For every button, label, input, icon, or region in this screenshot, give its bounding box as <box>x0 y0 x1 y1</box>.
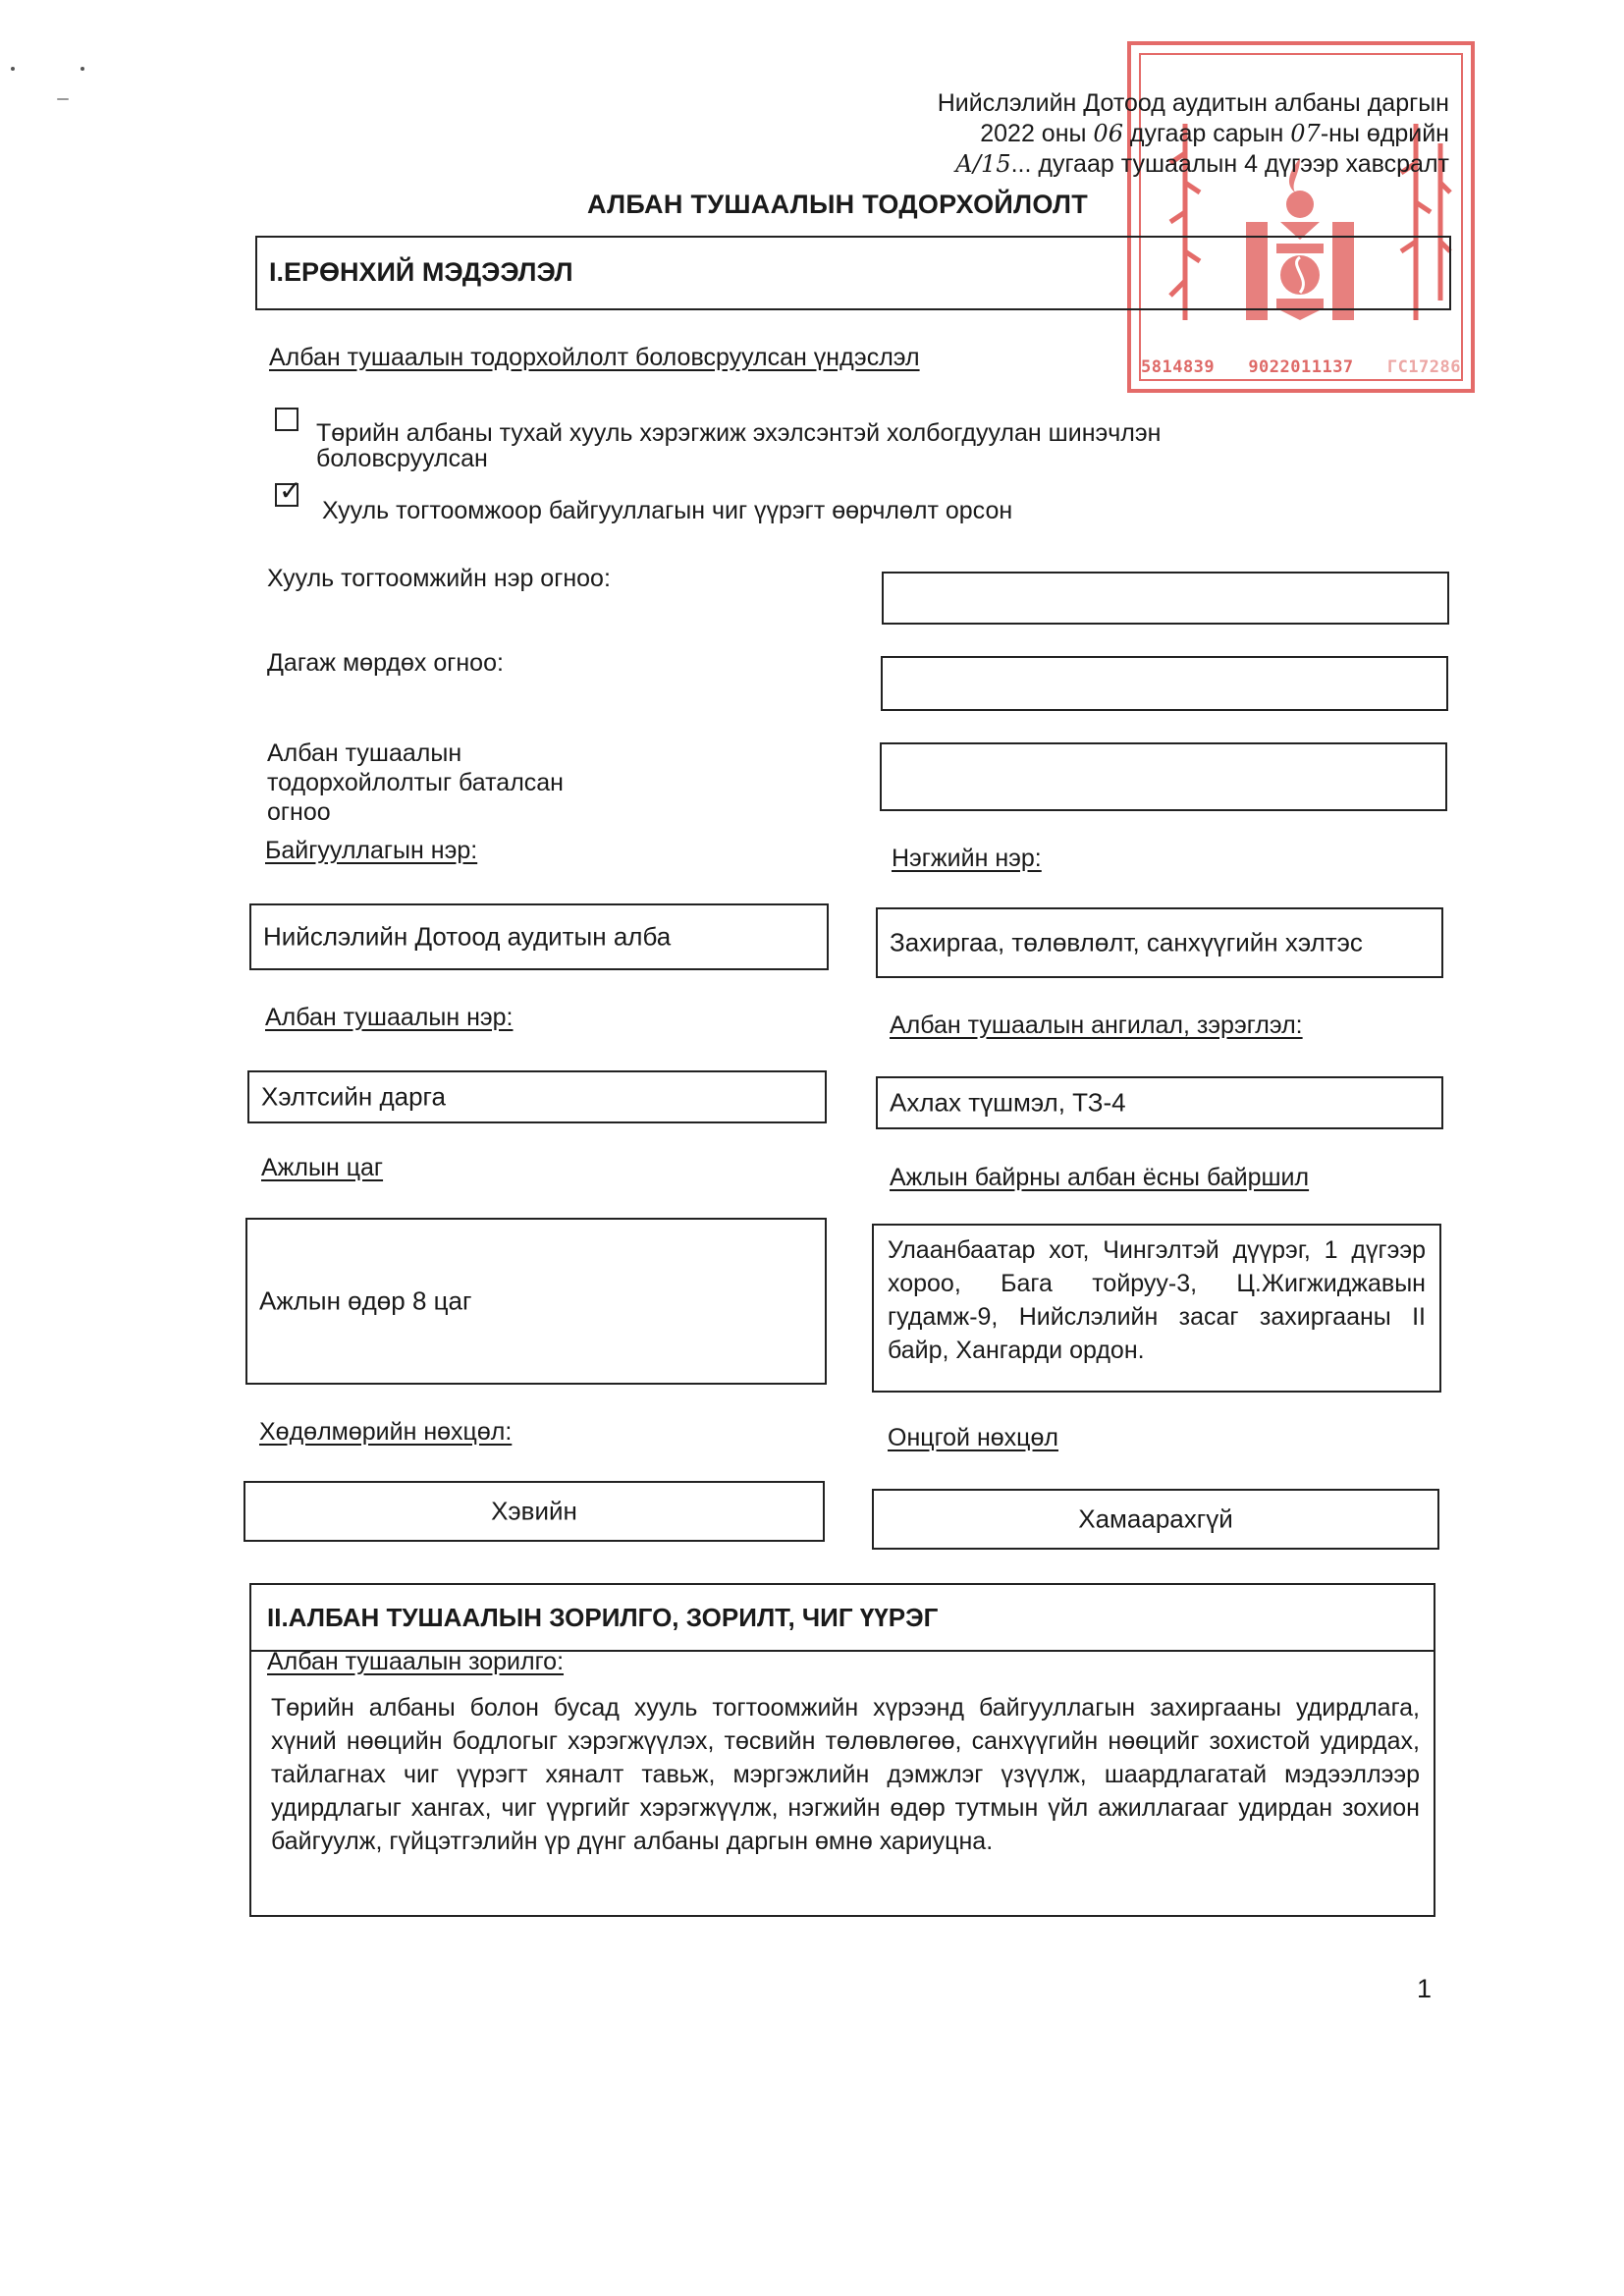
handwritten-order-number: А/15 <box>954 150 1011 178</box>
basis-heading: Албан тушаалын тодорхойлолт боловсруулсан үндэслэл <box>269 344 920 371</box>
field-value: Ахлах түшмэл, ТЗ-4 <box>890 1087 1126 1118</box>
stamp-number: 5814839 <box>1141 357 1216 377</box>
basis-option-label-1: Төрийн албаны тухай хууль хэрэгжиж эхэлсэнтэй холбогдуулан шинэчлэн боловсруулсан <box>316 419 1162 472</box>
position-class-field[interactable] <box>876 1076 1443 1129</box>
section-2-box <box>249 1583 1435 1917</box>
special-conditions-label: Онцгой нөхцөл <box>888 1424 1058 1451</box>
check-mark-icon: ✓ <box>279 474 302 507</box>
handwritten-day: 07 <box>1290 120 1321 147</box>
effective-date-label: Дагаж мөрдөх огноо: <box>267 649 504 677</box>
scan-speck <box>57 98 69 100</box>
work-location-label: Ажлын байрны албан ёсны байршил <box>890 1164 1310 1191</box>
annex-text: -ны өдрийн <box>1320 120 1449 147</box>
page-number: 1 <box>1417 1974 1433 2003</box>
approval-date-field[interactable] <box>880 742 1447 811</box>
annex-line-1: Нийслэлийн Дотоод аудитын албаны даргын <box>937 89 1449 117</box>
field-value: Улаанбаатар хот, Чингэлтэй дүүрэг, 1 дүгээр хороо, Бага тойруу-3, Ц.Жигжиджавын гудамж-9, Нийслэлийн засаг захиргааны II байр, Хангарди ордон. <box>888 1236 1426 1364</box>
stamp-number: 9022011137 <box>1248 357 1354 377</box>
field-value: Хэлтсийн дарга <box>261 1081 446 1112</box>
field-value: Хамаарахгүй <box>1078 1503 1233 1534</box>
work-conditions-label: Хөдөлмөрийн нөхцөл: <box>259 1418 513 1446</box>
work-conditions-field[interactable] <box>244 1481 825 1542</box>
scan-speck <box>11 67 15 71</box>
unit-name-field[interactable] <box>876 907 1443 978</box>
effective-date-field[interactable] <box>881 656 1448 711</box>
purpose-text: Төрийн албаны болон бусад хууль тогтоомжийн хүрээнд байгууллагын захиргааны удирдлага, хүний нөөцийн бодлогыг хэрэгжүүлэх, төсвийн төлөвлөгөө, санхүүгийн нөөцийг зохистой удирдах, тайлагнах чиг үүрэгт хяналт тавьж, мэргэжлийн дэмжлэг үзүүлж, шаардлагатай мэдээллээр удирдлагыг хангах, чиг үүргийг хэрэгжүүлж, нэгжийн өдөр тутмын үйл ажиллагааг удирдан зохион байгуулж, гүйцэтгэлийн үр дүнг албаны даргын өмнө хариуцна. <box>271 1694 1420 1855</box>
handwritten-month: 06 <box>1093 120 1123 147</box>
approval-annex-note <box>840 88 1449 180</box>
approval-date-label: Албан тушаалын тодорхойлолтыг баталсан огноо <box>267 739 564 826</box>
organization-name-label: Байгууллагын нэр: <box>265 837 478 864</box>
law-name-date-label: Хууль тогтоомжийн нэр огноо: <box>267 565 611 592</box>
section-1-title: I.ЕРӨНХИЙ МЭДЭЭЛЭЛ <box>269 257 573 287</box>
annex-text: 2022 оны <box>980 120 1094 147</box>
document-title: АЛБАН ТУШААЛЫН ТОДОРХОЙЛОЛТ <box>587 190 1088 219</box>
field-value: Нийслэлийн Дотоод аудитын алба <box>263 921 672 952</box>
special-conditions-field[interactable] <box>872 1489 1439 1550</box>
unit-name-label: Нэгжийн нэр: <box>892 845 1042 872</box>
field-value: Хэвийн <box>491 1496 577 1526</box>
stamp-number: ГС17286 <box>1386 357 1461 377</box>
basis-option-label-2: Хууль тогтоомжоор байгууллагын чиг үүрэгт өөрчлөлт орсон <box>322 497 1013 524</box>
position-name-field[interactable] <box>247 1070 827 1123</box>
section-2-title: II.АЛБАН ТУШААЛЫН ЗОРИЛГО, ЗОРИЛТ, ЧИГ ҮҮРЭГ <box>267 1603 939 1632</box>
law-name-date-field[interactable] <box>882 572 1449 625</box>
annex-line-3 <box>840 149 1449 180</box>
field-value: Захиргаа, төлөвлөлт, санхүүгийн хэлтэс <box>890 927 1363 957</box>
organization-name-field[interactable] <box>249 903 829 970</box>
stamp-registry-numbers <box>1141 357 1461 377</box>
annex-text: ... дугаар тушаалын 4 дүгээр хавсралт <box>1010 150 1449 178</box>
field-value: Ажлын өдөр 8 цаг <box>259 1285 472 1316</box>
purpose-heading: Албан тушаалын зорилго: <box>267 1648 565 1675</box>
basis-option-checkbox-1[interactable] <box>275 408 298 431</box>
scan-speck <box>81 67 84 71</box>
position-class-label: Албан тушаалын ангилал, зэрэглэл: <box>890 1011 1303 1039</box>
basis-option-checkbox-2[interactable] <box>275 474 302 507</box>
position-name-label: Албан тушаалын нэр: <box>265 1004 514 1031</box>
annex-text: дугаар сарын <box>1122 120 1291 147</box>
work-hours-label: Ажлын цаг <box>261 1154 384 1181</box>
work-hours-field[interactable] <box>245 1218 827 1385</box>
work-location-field[interactable] <box>872 1224 1441 1393</box>
annex-line-2 <box>840 119 1449 149</box>
section-1-header <box>255 236 1451 310</box>
